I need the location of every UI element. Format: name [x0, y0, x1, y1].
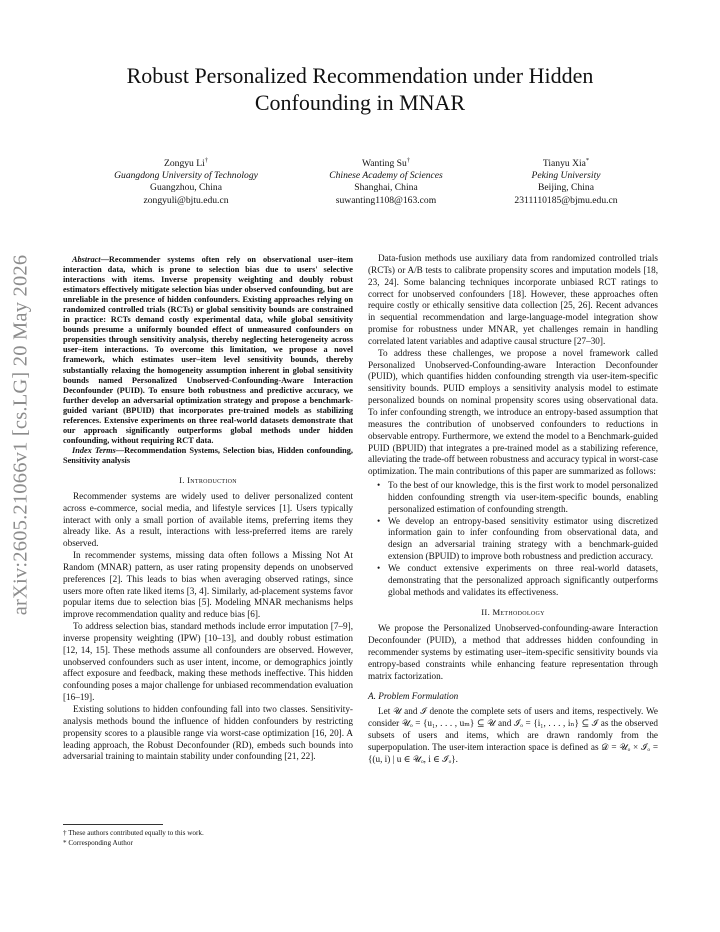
intro-paragraph: To address these challenges, we propose a novel framework called Personalized Unobserved-Confounding-aware Interaction Deconfounder (PUID), which quantifies hidden confounding strength via user-item-specific sensitivity bounds. PUID employs a sensitivity analysis model to estimate personalized bounds on nominal propensity scores using observational data. To infer confounding strength, we introduce an entropy-based assumption that measures the contribution of unobserved confounders to reductions in observable entropy. Furthermore, we extend the model to a Benchmark-guided PUID (BPUID) that integrates a pre-trained model as a stabilizing reference, alleviating the trade-off between robustness and accuracy typical in worst-case optimization. The main contributions of this paper are summarized as follows:: [368, 347, 658, 477]
footnote: * Corresponding Author: [63, 838, 133, 847]
abstract-text: —Recommender systems often rely on observational user–item interaction data, which is prone to selection bias due to users' selective interactions with items. Inverse propensity weighting and doubly robust estimators effectively mitigate selection bias under observed confounding, but are unreliable in the presence of hidden confounders. Existing approaches relying on randomized controlled trials (RCTs) or global sensitivity bounds are constrained in practice: RCTs demand costly experimental data, while global sensitivity bounds presume a uniformly bounded effect of unmeasured confounders on propensities through sensitivity analysis, thereby neglecting heterogeneity across user–item interactions. To overcome this limitation, we propose a novel framework, which estimates user–item level sensitivity bounds, thereby substantially relaxing the homogeneity assumption inherent in global sensitivity bounds named Personalized Unobserved-Confounding-Aware Interaction Deconfounder (PUID). To ensure both robustness and predictive accuracy, we further develop an adversarial optimization strategy and propose a benchmark-guided variant (BPUID) that incorporates pre-trained models as stabilizing references. Extensive experiments on three real-world datasets demonstrate that our approach significantly outperforms global methods under hidden confounding, without requiring RCT data.: [63, 255, 353, 445]
author-mark: *: [585, 156, 590, 164]
arxiv-identifier: arXiv:2605.21066v1 [cs.LG] 20 May 2026: [9, 254, 32, 616]
author-name: Zongyu Li: [163, 158, 205, 169]
index-terms-text: —Recommendation Systems, Selection bias, Hidden confounding, Sensitivity analysis: [63, 445, 353, 465]
author-2: [286, 158, 486, 207]
list-item: • To the best of our knowledge, this is the first work to model personalized hidden confounding strength via user-item-specific bounds, enabling personalized estimation of confounding strength.: [368, 480, 658, 516]
list-item: • We conduct extensive experiments on three real-world datasets, demonstrating that the personalized approach significantly outperforms global methods and validates its effectiveness.: [368, 563, 658, 599]
author-email: 2311110185@bjmu.edu.cn: [514, 194, 618, 206]
problem-paragraph: Let 𝒰 and ℐ denote the complete sets of users and items, respectively. We consider 𝒰ₒ = {u₁, . . . , uₘ} ⊆ 𝒰 and ℐₒ = {i₁, . . . , iₙ} ⊆ ℐ as the observed subsets of users and items, which are drawn randomly from the superpopulation. The user-item interaction space is defined as 𝒟 = 𝒰ₒ × ℐₒ = {(u, i) | u ∈ 𝒰ₒ, i ∈ ℐₒ}.: [368, 706, 658, 764]
author-mark: †: [204, 156, 209, 164]
footnotes: [63, 829, 353, 848]
author-location: Beijing, China: [538, 182, 594, 194]
footnote: † These authors contributed equally to this work.: [63, 829, 204, 837]
index-terms: [63, 446, 353, 466]
method-paragraph: We propose the Personalized Unobserved-confounding-aware Interaction Deconfounder (PUID), a method that addresses hidden confounding in recommender systems by estimating user–item-specific sensitivity bounds via entropy-based constraints while enhancing feature representation through matrix factorization.: [368, 623, 658, 681]
abstract-lead: Abstract: [72, 255, 101, 264]
author-affiliation: Chinese Academy of Sciences: [329, 170, 443, 182]
paper-title: Robust Personalized Recommendation under Hidden Confounding in MNAR: [126, 63, 594, 115]
intro-paragraph: To address selection bias, standard methods include error imputation [7–9], inverse propensity weighting (IPW) [10–13], and doubly robust estimation [12, 14, 15]. These methods assume all confounders are observed. However, unobserved confounders such as user intent, income, or demographics jointly affect exposure and feedback, making these methods ineffective. This hidden confounding poses a major challenge for unbiased recommendation evaluation [16–19].: [63, 621, 353, 703]
author-affiliation: Guangdong University of Technology: [114, 170, 258, 182]
arxiv-stamp: [2, 235, 40, 635]
author-1: [86, 158, 286, 207]
left-column: [63, 255, 353, 763]
subsection-heading-problem-formulation: A. Problem Formulation: [368, 690, 459, 701]
author-block: [0, 158, 720, 218]
contribution-list: [368, 480, 658, 598]
author-email: suwanting1108@163.com: [335, 194, 437, 206]
intro-paragraph: Data-fusion methods use auxiliary data from randomized controlled trials (RCTs) or A/B tests to calibrate propensity scores and imputation models [18, 23, 24]. Some balancing techniques incorporate unbiased RCT ratings to correct for unobserved confounders [18]. However, these approaches often require costly or ethically sensitive data collection [25, 26]. Recent advances in sequential recommendation and large-language-model integration show promise for robustness under MNAR, yet challenges remain in handling correlated latent variables and adaptive causal structure [27–30].: [368, 253, 658, 346]
intro-paragraph: Existing solutions to hidden confounding fall into two classes. Sensitivity-analysis methods bound the influence of hidden confounders by restricting propensity scores to a plausible range via worst-case optimization [16, 20]. A leading approach, the Robust Deconfounder (RD), embeds such bounds into adversarial training to maintain stability under confounding [21, 22].: [63, 704, 353, 762]
index-terms-lead: Index Terms: [72, 445, 116, 455]
section-heading-introduction: I. Introduction: [179, 474, 237, 485]
author-3: [466, 158, 666, 207]
intro-paragraph: In recommender systems, missing data often follows a Missing Not At Random (MNAR) pattern, as user rating propensity depends on unobserved preferences [2]. This leads to bias when averaging observed ratings, since users more often rate liked items [3, 4]. Similarly, ad-placement systems favor popular items due to selection bias [5]. Modeling MNAR mechanisms helps improve recommendation quality and reduce bias [6].: [63, 550, 353, 620]
author-email: zongyuli@bjtu.edu.cn: [143, 194, 229, 206]
author-location: Guangzhou, China: [150, 182, 222, 194]
intro-paragraph: Recommender systems are widely used to deliver personalized content across e-commerce, social media, and lifestyle services [1]. Users typically interact with only a small portion of available items, preferring items they already like. As a result, interactions with less-preferred items are rarely observed.: [63, 490, 353, 549]
author-location: Shanghai, China: [354, 182, 418, 194]
author-affiliation: Peking University: [531, 170, 601, 182]
abstract: [63, 255, 353, 446]
author-name: Tianyu Xia: [542, 158, 586, 169]
list-item: • We develop an entropy-based sensitivity estimator using discretized information gain to infer confounding from observational data, and design an adversarial training strategy with a benchmark-guided extension (BPUID) to improve both robustness and prediction accuracy.: [368, 516, 658, 563]
right-column: [368, 253, 658, 766]
footnote-rule: [63, 824, 163, 825]
section-heading-methodology: II. Methodology: [481, 607, 545, 618]
author-name: Wanting Su: [361, 158, 407, 169]
author-mark: †: [406, 156, 411, 164]
